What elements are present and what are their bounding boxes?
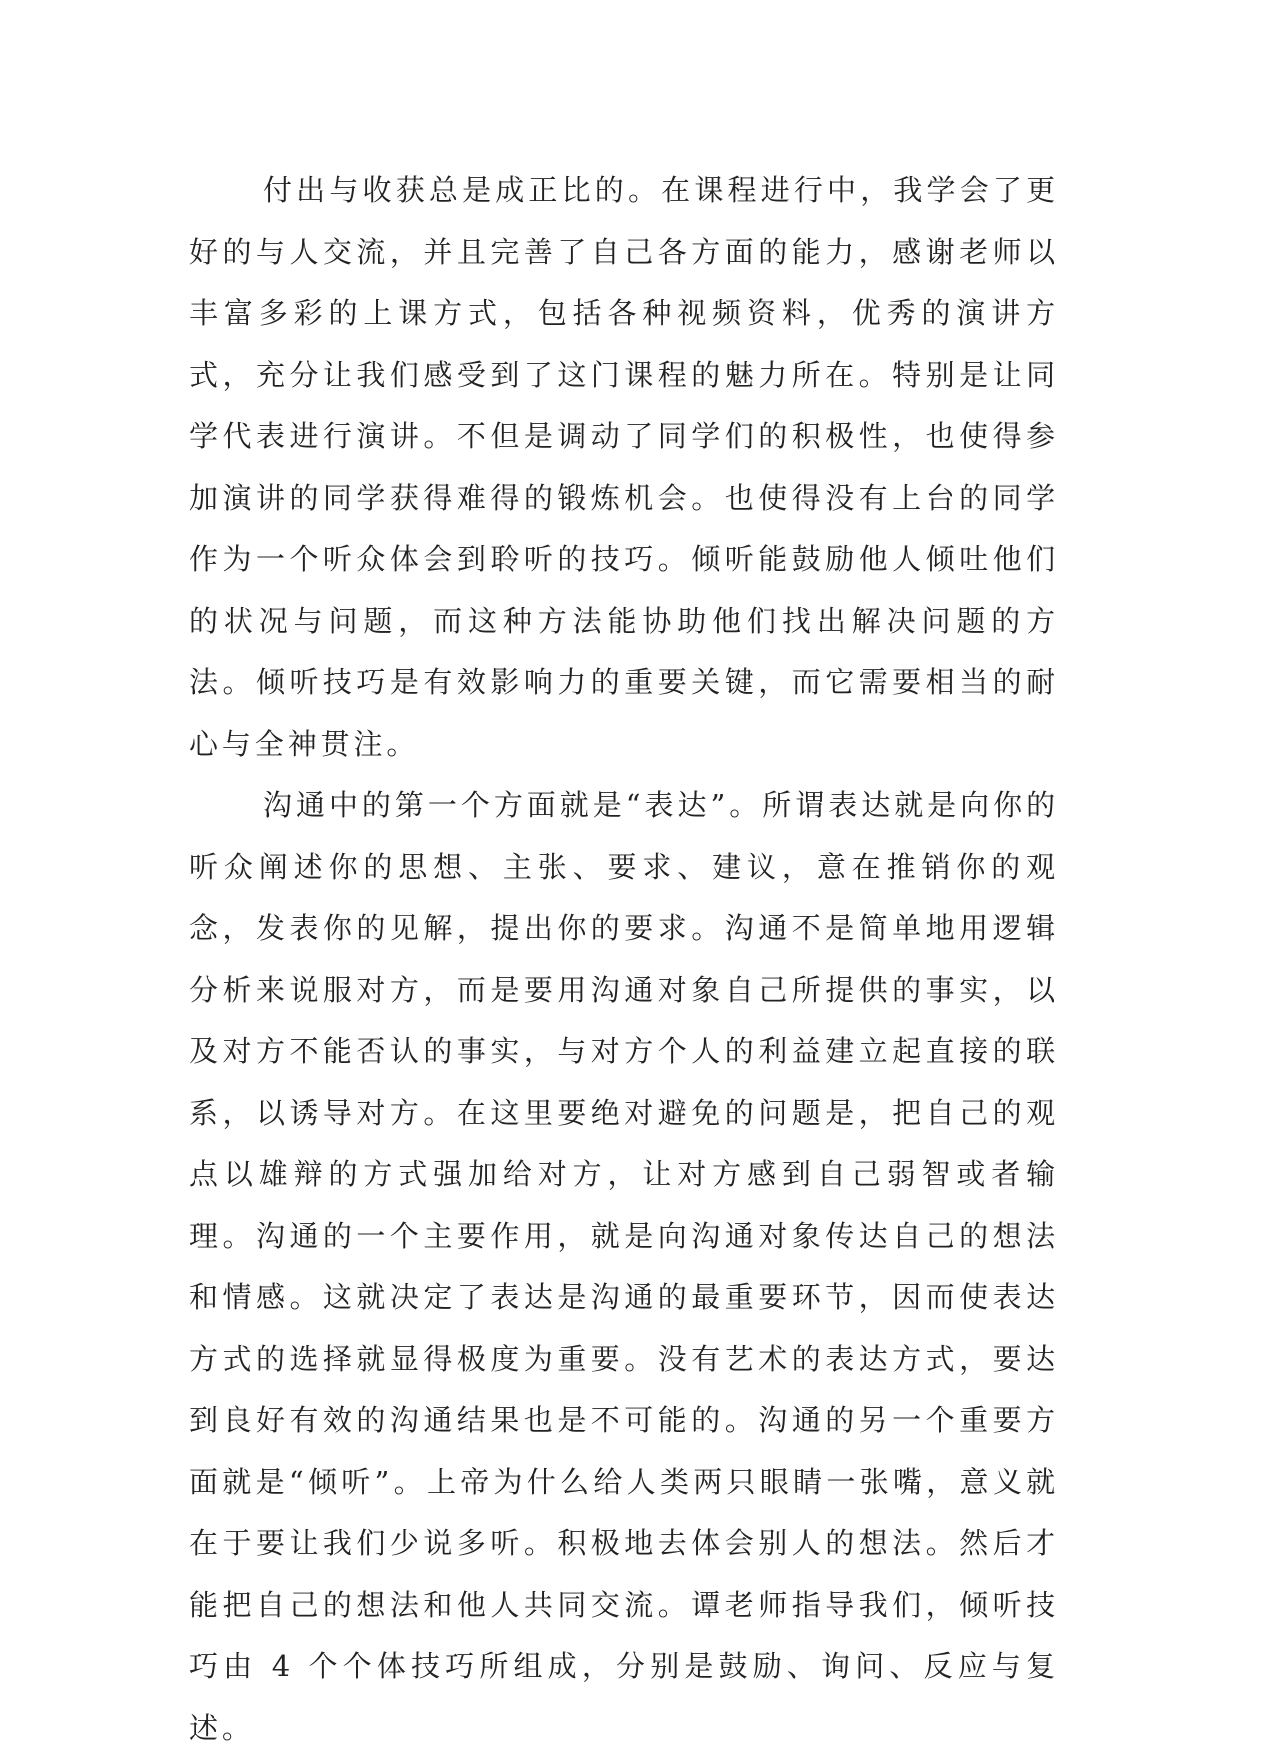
document-body: [189, 160, 1059, 1759]
paragraph-1: 付出与收获总是成正比的。在课程进行中，我学会了更好的与人交流，并且完善了自己各方面的能力，感谢老师以丰富多彩的上课方式，包括各种视频资料，优秀的演讲方式，充分让我们感受到了这门课程的魅力所在。特别是让同学代表进行演讲。不但是调动了同学们的积极性，也使得参加演讲的同学获得难得的锻炼机会。也使得没有上台的同学作为一个听众体会到聆听的技巧。倾听能鼓励他人倾吐他们的状况与问题，而这种方法能协助他们找出解决问题的方法。倾听技巧是有效影响力的重要关键，而它需要相当的耐心与全神贯注。: [189, 173, 1059, 761]
paragraph-2: 沟通中的第一个方面就是“表达”。所谓表达就是向你的听众阐述你的思想、主张、要求、建议，意在推销你的观念，发表你的见解，提出你的要求。沟通不是简单地用逻辑分析来说服对方，而是要用沟通对象自己所提供的事实，以及对方不能否认的事实，与对方个人的利益建立起直接的联系，以诱导对方。在这里要绝对避免的问题是，把自己的观点以雄辩的方式强加给对方，让对方感到自己弱智或者输理。沟通的一个主要作用，就是向沟通对象传达自己的想法和情感。这就决定了表达是沟通的最重要环节，因而使表达方式的选择就显得极度为重要。没有艺术的表达方式，要达到良好有效的沟通结果也是不可能的。沟通的另一个重要方面就是“倾听”。上帝为什么给人类两只眼睛一张嘴，意义就在于要让我们少说多听。积极地去体会别人的想法。然后才能把自己的想法和他人共同交流。谭老师指导我们，倾听技巧由 4 个个体技巧所组成，分别是鼓励、询问、反应与复述。: [189, 788, 1059, 1745]
